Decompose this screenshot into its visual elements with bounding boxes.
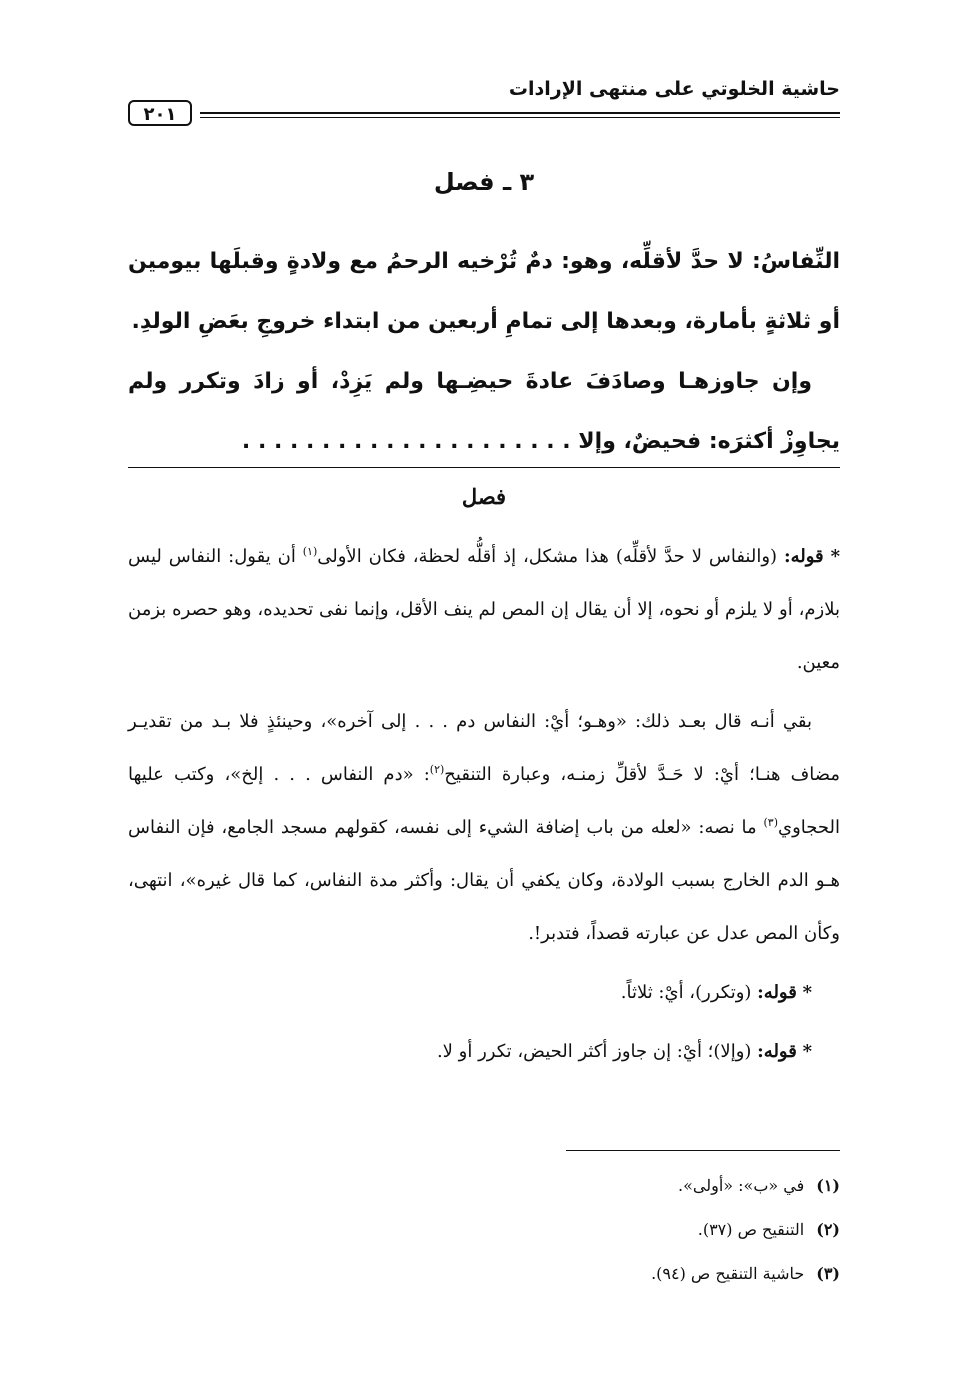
footnote-number: (١) [816,1176,840,1195]
matn-paragraph: النِّفاسُ: لا حدَّ لأقلِّه، وهو: دمٌ تُرْخيه الرحمُ مع ولادةٍ وقبلَها بيومين أو ثلاثةٍ بأمارة، وبعدها إلى تمامِ أربعين من ابتداء خروجِ بعَضِ الولدِ. [128,249,840,334]
page-header [128,78,840,128]
commentary-sentence: (وإلا)؛ أيْ: إن جاوز أكثر الحيض، تكرر أو لا. [436,1041,752,1062]
commentary-sentence: : «دم النفاس . . . إلخ»، وكتب عليها الحجاوي [128,764,840,838]
running-title: حاشية الخلوتي على منتهى الإرادات [508,78,840,100]
footnote-number: (٣) [816,1264,840,1283]
continuation-dots: . . . . . . . . . . . . . . . . . . . . . [241,429,571,454]
section-title: ٣ ـ فصل [433,168,535,196]
footnote-text: في «ب»: «أولى». [678,1176,805,1195]
commentary-text [128,530,840,1084]
commentary-paragraph [128,1025,840,1078]
footnote-item [128,1208,840,1252]
commentary-title: فصل [461,484,507,509]
header-rule-thin [200,117,840,118]
commentary-sentence: بقي أنـه قال بعـد ذلك: «وهـو؛ أيْ: النفاس دم . . . إلى آخره»، وحينئذٍ فلا بـد من تقديـر مضاف هنـا؛ أيْ: لا حَـدَّ لأقلِّ زمنـه، وعبارة التنقيح [128,711,840,785]
commentary-sentence: (وتكرر)، أيْ: ثلاثاً. [620,982,752,1003]
matn-paragraph [128,352,840,472]
qawl-lead: قوله: [757,1041,797,1062]
footnote-number: (٢) [816,1220,840,1239]
matn-text [128,232,840,472]
commentary-sentence: أن يقول: النفاس ليس بلازم، أو لا يلزم أو نحوه، إلا أن يقال إن المص لم ينف الأقل، وإنما نفى تحديده، وهو حصره بزمن معين. [128,546,840,673]
matn-sentence: وإن جاوزهـا وصادَفَ عادةَ حيضِـها ولم يَزِدْ، أو زادَ وتكرر ولم يجاوِزْ أكثرَه: فحيضٌ، وإلا [128,369,840,454]
page-number: ٢٠١ [128,100,192,126]
asterisk-marker: * [802,1041,812,1062]
qawl-lead: قوله: [757,982,797,1003]
footnotes [128,1164,840,1296]
footnote-item [128,1164,840,1208]
commentary-sentence: (والنفاس لا حدَّ لأقلِّه) هذا مشكل، إذ أقلُّه لحظة، فكان الأولى [317,546,778,567]
footnote-ref: (٣) [763,816,778,829]
commentary-sentence: ما نصه: «لعله من باب إضافة الشيء إلى نفسه، كقولهم مسجد الجامع، فإن النفاس هـو الدم الخارج بسبب الولادة، وكان يكفي أن يقال: وأكثر مدة النفاس، كما قال غيره»، انتهى، وكأن المص عدل عن عبارته قصداً، فتدبر!. [128,817,840,944]
qawl-lead: قوله: [783,546,824,567]
asterisk-marker: * [830,546,840,567]
footnote-rule [566,1150,840,1151]
footnote-ref: (١) [302,545,318,558]
footnote-text: التنقيح ص (٣٧). [697,1220,805,1239]
commentary-paragraph [128,530,840,689]
header-rule [200,112,840,114]
footnote-item [128,1252,840,1296]
commentary-paragraph [128,966,840,1019]
footnote-text: حاشية التنقيح ص (٩٤). [651,1264,805,1283]
footnote-ref: (٢) [429,763,445,776]
asterisk-marker: * [802,982,812,1003]
matn-commentary-divider [128,467,840,468]
commentary-paragraph [128,695,840,960]
